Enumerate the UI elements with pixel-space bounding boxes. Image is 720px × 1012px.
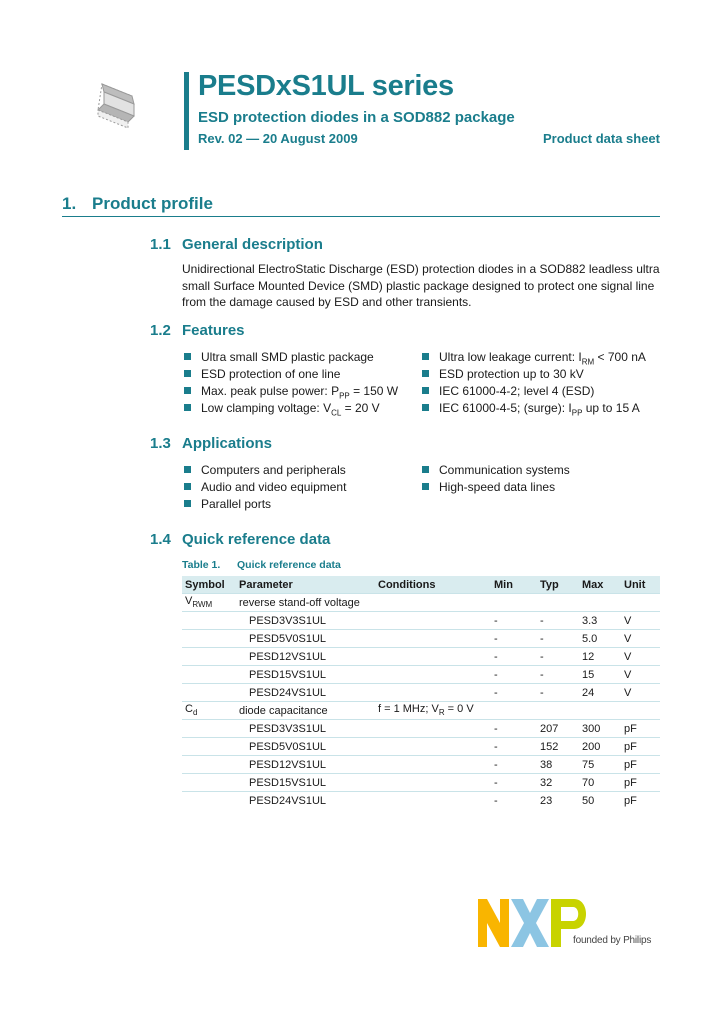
empty-cell xyxy=(375,738,491,756)
min-cell: - xyxy=(491,756,537,774)
min-cell: - xyxy=(491,684,537,702)
feature-text: Low clamping voltage: V xyxy=(201,401,332,415)
application-text: High-speed data lines xyxy=(439,480,556,494)
empty-cell xyxy=(579,702,621,720)
application-item xyxy=(422,480,555,494)
conditions-cell xyxy=(375,594,491,612)
feature-text: Max. peak pulse power: P xyxy=(201,384,340,398)
application-text: Audio and video equipment xyxy=(201,480,347,494)
quick-reference-heading xyxy=(150,531,330,548)
unit-cell: pF xyxy=(621,720,660,738)
max-cell: 3.3 xyxy=(579,612,621,630)
empty-cell xyxy=(182,738,236,756)
features-title: Features xyxy=(182,322,245,339)
feature-subscript: CL xyxy=(331,408,342,418)
typ-cell: - xyxy=(537,630,579,648)
empty-cell xyxy=(182,774,236,792)
logo-tagline: founded by Philips xyxy=(573,935,652,946)
application-item xyxy=(184,497,271,511)
unit-cell: V xyxy=(621,666,660,684)
logo-letter-x xyxy=(511,899,549,947)
unit-cell: pF xyxy=(621,756,660,774)
table-row xyxy=(182,684,660,702)
bullet-icon xyxy=(422,483,429,490)
application-item xyxy=(184,463,346,477)
section-1-heading xyxy=(62,194,213,214)
feature-text: ESD protection up to 30 kV xyxy=(439,367,584,381)
unit-cell: V xyxy=(621,630,660,648)
table-row xyxy=(182,648,660,666)
feature-item xyxy=(184,384,398,400)
document-type: Product data sheet xyxy=(542,131,660,146)
empty-cell xyxy=(621,594,660,612)
section-divider xyxy=(62,216,660,217)
table-group-row xyxy=(182,594,660,612)
header-parameter: Parameter xyxy=(236,576,375,594)
applications-title: Applications xyxy=(182,435,273,452)
empty-cell xyxy=(491,702,537,720)
table-caption-label: Table 1. xyxy=(182,559,221,571)
max-cell: 50 xyxy=(579,792,621,810)
feature-text-value: = 150 W xyxy=(349,384,399,398)
application-text: Computers and peripherals xyxy=(201,463,346,477)
empty-cell xyxy=(621,702,660,720)
condition-value: = 0 V xyxy=(444,703,474,716)
feature-text: ESD protection of one line xyxy=(201,367,341,381)
applications-number: 1.3 xyxy=(150,435,171,452)
feature-item xyxy=(184,350,374,364)
empty-cell xyxy=(375,720,491,738)
empty-cell xyxy=(182,684,236,702)
typ-cell: 152 xyxy=(537,738,579,756)
empty-cell xyxy=(182,630,236,648)
document-title: PESDxS1UL series xyxy=(198,70,454,102)
quick-reference-title: Quick reference data xyxy=(182,531,331,548)
feature-item xyxy=(422,401,640,417)
part-number-cell: PESD15VS1UL xyxy=(236,774,375,792)
max-cell: 24 xyxy=(579,684,621,702)
general-description-title: General description xyxy=(182,236,323,253)
bullet-icon xyxy=(184,387,191,394)
part-number-cell: PESD24VS1UL xyxy=(236,792,375,810)
symbol-subscript: RWM xyxy=(192,600,213,610)
empty-cell xyxy=(375,774,491,792)
table-row xyxy=(182,792,660,810)
bullet-icon xyxy=(184,466,191,473)
max-cell: 5.0 xyxy=(579,630,621,648)
header-min: Min xyxy=(491,576,537,594)
empty-cell xyxy=(182,792,236,810)
header-typ: Typ xyxy=(537,576,579,594)
quick-reference-table xyxy=(182,576,660,809)
min-cell: - xyxy=(491,630,537,648)
feature-item xyxy=(184,401,380,417)
revision-date: Rev. 02 — 20 August 2009 xyxy=(198,131,358,146)
empty-cell xyxy=(182,648,236,666)
feature-item xyxy=(422,367,584,381)
symbol-text: C xyxy=(185,703,193,716)
bullet-icon xyxy=(184,483,191,490)
unit-cell: pF xyxy=(621,774,660,792)
typ-cell: 38 xyxy=(537,756,579,774)
part-number-cell: PESD3V3S1UL xyxy=(236,612,375,630)
min-cell: - xyxy=(491,774,537,792)
quick-reference-number: 1.4 xyxy=(150,531,171,548)
empty-cell xyxy=(375,648,491,666)
unit-cell: V xyxy=(621,648,660,666)
empty-cell xyxy=(182,666,236,684)
empty-cell xyxy=(182,756,236,774)
feature-subscript: RM xyxy=(581,357,595,367)
part-number-cell: PESD5V0S1UL xyxy=(236,630,375,648)
empty-cell xyxy=(375,612,491,630)
empty-cell xyxy=(375,756,491,774)
feature-text: Ultra low leakage current: I xyxy=(439,350,582,364)
parameter-cell: reverse stand-off voltage xyxy=(236,594,375,612)
empty-cell xyxy=(375,792,491,810)
max-cell: 75 xyxy=(579,756,621,774)
typ-cell: - xyxy=(537,684,579,702)
typ-cell: - xyxy=(537,612,579,630)
bullet-icon xyxy=(422,466,429,473)
max-cell: 200 xyxy=(579,738,621,756)
part-number-cell: PESD3V3S1UL xyxy=(236,720,375,738)
min-cell: - xyxy=(491,666,537,684)
part-number-cell: PESD5V0S1UL xyxy=(236,738,375,756)
table-row xyxy=(182,756,660,774)
header-accent-bar xyxy=(184,72,189,150)
features-number: 1.2 xyxy=(150,322,171,339)
conditions-cell xyxy=(375,702,491,720)
feature-text: Ultra small SMD plastic package xyxy=(201,350,374,364)
table-row xyxy=(182,720,660,738)
header-conditions: Conditions xyxy=(375,576,491,594)
max-cell: 300 xyxy=(579,720,621,738)
empty-cell xyxy=(375,684,491,702)
feature-subscript: PP xyxy=(571,408,583,418)
table-row xyxy=(182,666,660,684)
symbol-text: V xyxy=(185,595,193,608)
symbol-cell xyxy=(182,702,236,720)
general-description-heading xyxy=(150,236,323,253)
unit-cell: pF xyxy=(621,792,660,810)
bullet-icon xyxy=(422,353,429,360)
application-item xyxy=(422,463,570,477)
empty-cell xyxy=(182,612,236,630)
typ-cell: - xyxy=(537,648,579,666)
feature-text: IEC 61000-4-2; level 4 (ESD) xyxy=(439,384,595,398)
feature-text-value: < 700 nA xyxy=(594,350,646,364)
unit-cell: V xyxy=(621,612,660,630)
min-cell: - xyxy=(491,792,537,810)
header-unit: Unit xyxy=(621,576,660,594)
logo-letter-n xyxy=(478,899,509,947)
section-1-title: Product profile xyxy=(92,194,213,213)
table-row xyxy=(182,630,660,648)
empty-cell xyxy=(537,702,579,720)
symbol-subscript: d xyxy=(192,708,198,718)
empty-cell xyxy=(537,594,579,612)
feature-item xyxy=(184,367,340,381)
general-description-text: Unidirectional ElectroStatic Discharge (ESD) protection diodes in a SOD882 leadless ultra small Surface Mounted Device (SMD) plastic package designed to protect one signal line from the damage caused by ESD and other transients. xyxy=(182,262,660,309)
max-cell: 15 xyxy=(579,666,621,684)
part-number-cell: PESD12VS1UL xyxy=(236,648,375,666)
application-text: Parallel ports xyxy=(201,497,272,511)
empty-cell xyxy=(491,594,537,612)
condition-text: f = 1 MHz; V xyxy=(378,703,439,716)
max-cell: 70 xyxy=(579,774,621,792)
symbol-cell xyxy=(182,594,236,612)
part-number-cell: PESD24VS1UL xyxy=(236,684,375,702)
condition-subscript: R xyxy=(438,708,445,718)
min-cell: - xyxy=(491,612,537,630)
empty-cell xyxy=(375,666,491,684)
table-row xyxy=(182,774,660,792)
features-heading xyxy=(150,322,245,339)
applications-heading xyxy=(150,435,272,452)
feature-text-value: up to 15 A xyxy=(582,401,640,415)
bullet-icon xyxy=(422,404,429,411)
bullet-icon xyxy=(184,353,191,360)
max-cell: 12 xyxy=(579,648,621,666)
empty-cell xyxy=(375,630,491,648)
bullet-icon xyxy=(422,387,429,394)
feature-item xyxy=(422,350,646,366)
bullet-icon xyxy=(184,500,191,507)
unit-cell: V xyxy=(621,684,660,702)
application-text: Communication systems xyxy=(439,463,570,477)
feature-text-value: = 20 V xyxy=(341,401,380,415)
table-caption xyxy=(182,559,341,571)
typ-cell: 207 xyxy=(537,720,579,738)
table-header-row xyxy=(182,576,660,594)
empty-cell xyxy=(182,720,236,738)
unit-cell: pF xyxy=(621,738,660,756)
part-number-cell: PESD15VS1UL xyxy=(236,666,375,684)
parameter-cell: diode capacitance xyxy=(236,702,375,720)
header-symbol: Symbol xyxy=(182,576,236,594)
bullet-icon xyxy=(422,370,429,377)
part-number-cell: PESD12VS1UL xyxy=(236,756,375,774)
bullet-icon xyxy=(184,370,191,377)
table-caption-title: Quick reference data xyxy=(237,559,341,571)
section-1-number: 1. xyxy=(62,194,77,213)
header-max: Max xyxy=(579,576,621,594)
feature-item xyxy=(422,384,594,398)
typ-cell: - xyxy=(537,666,579,684)
bullet-icon xyxy=(184,404,191,411)
table-group-row xyxy=(182,702,660,720)
sod882-package-icon xyxy=(88,76,150,142)
general-description-number: 1.1 xyxy=(150,236,171,253)
feature-text: IEC 61000-4-5; (surge): I xyxy=(439,401,572,415)
min-cell: - xyxy=(491,720,537,738)
min-cell: - xyxy=(491,738,537,756)
empty-cell xyxy=(579,594,621,612)
application-item xyxy=(184,480,346,494)
document-subtitle: ESD protection diodes in a SOD882 package xyxy=(198,109,515,126)
typ-cell: 32 xyxy=(537,774,579,792)
table-row xyxy=(182,612,660,630)
min-cell: - xyxy=(491,648,537,666)
feature-subscript: PP xyxy=(339,391,350,401)
typ-cell: 23 xyxy=(537,792,579,810)
table-row xyxy=(182,738,660,756)
